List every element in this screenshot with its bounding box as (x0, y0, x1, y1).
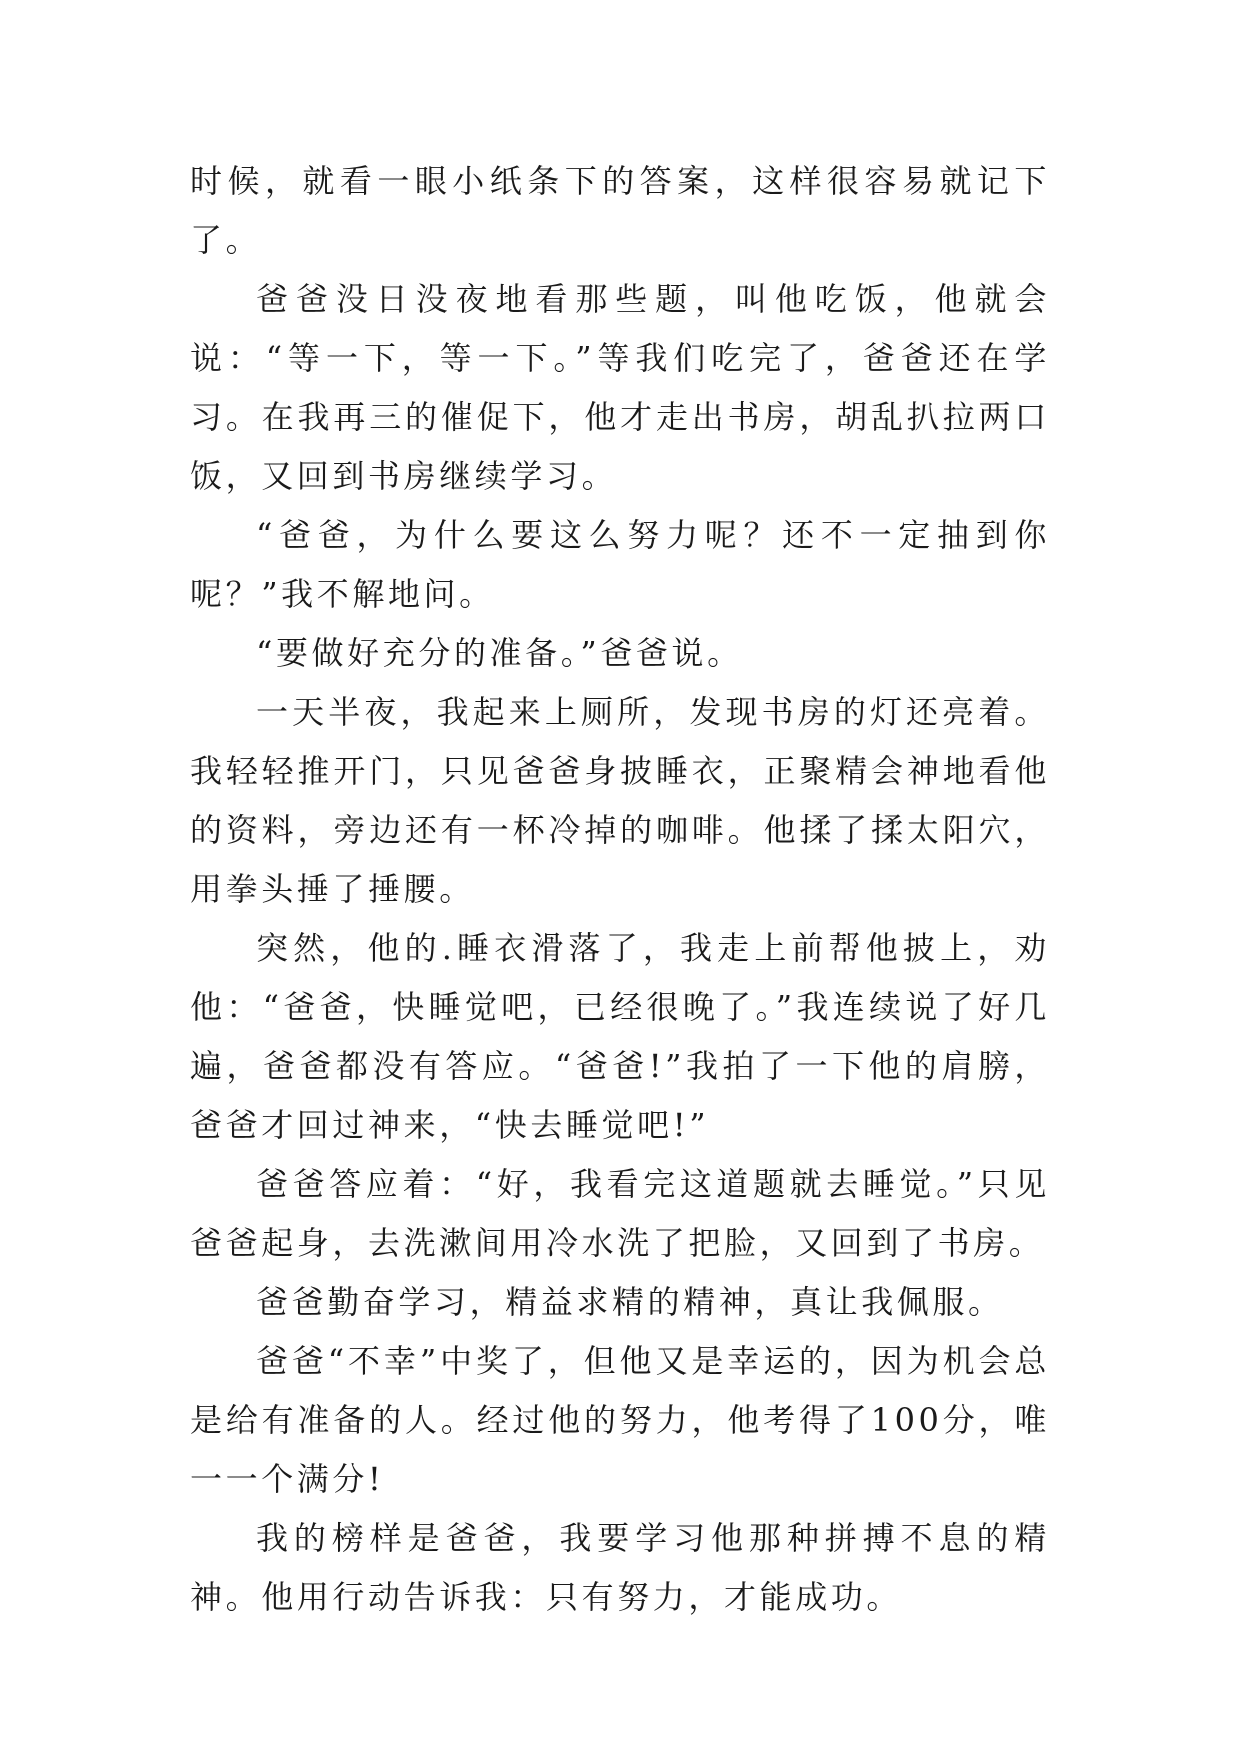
paragraph-2: 爸爸没日没夜地看那些题，叫他吃饭，他就会说：“等一下，等一下。”等我们吃完了，爸爸还在学习。在我再三的催促下，他才走出书房，胡乱扒拉两口饭，又回到书房继续学习。 (190, 280, 1050, 495)
paragraph-9: 爸爸“不幸”中奖了，但他又是幸运的，因为机会总是给有准备的人。经过他的努力，他考得了100分，唯一一个满分! (190, 1342, 1050, 1498)
paragraph-5: 一天半夜，我起来上厕所，发现书房的灯还亮着。我轻轻推开门，只见爸爸身披睡衣，正聚精会神地看他的资料，旁边还有一杯冷掉的咖啡。他揉了揉太阳穴，用拳头捶了捶腰。 (190, 693, 1050, 908)
paragraph-10: 我的榜样是爸爸，我要学习他那种拼搏不息的精神。他用行动告诉我：只有努力，才能成功。 (190, 1519, 1050, 1616)
paragraph-8: 爸爸勤奋学习，精益求精的精神，真让我佩服。 (256, 1283, 1004, 1321)
document-page (190, 152, 1050, 1627)
paragraph-1: 时候，就看一眼小纸条下的答案，这样很容易就记下了。 (190, 162, 1050, 259)
paragraph-3: “爸爸，为什么要这么努力呢？还不一定抽到你呢？”我不解地问。 (190, 516, 1050, 613)
paragraph-4: “要做好充分的准备。”爸爸说。 (256, 634, 743, 672)
paragraph-6: 突然，他的.睡衣滑落了，我走上前帮他披上，劝他：“爸爸，快睡觉吧，已经很晚了。”我连续说了好几遍，爸爸都没有答应。“爸爸!”我拍了一下他的肩膀，爸爸才回过神来，“快去睡觉吧!” (190, 929, 1050, 1144)
paragraph-7: 爸爸答应着：“好，我看完这道题就去睡觉。”只见爸爸起身，去洗漱间用冷水洗了把脸，又回到了书房。 (190, 1165, 1050, 1262)
